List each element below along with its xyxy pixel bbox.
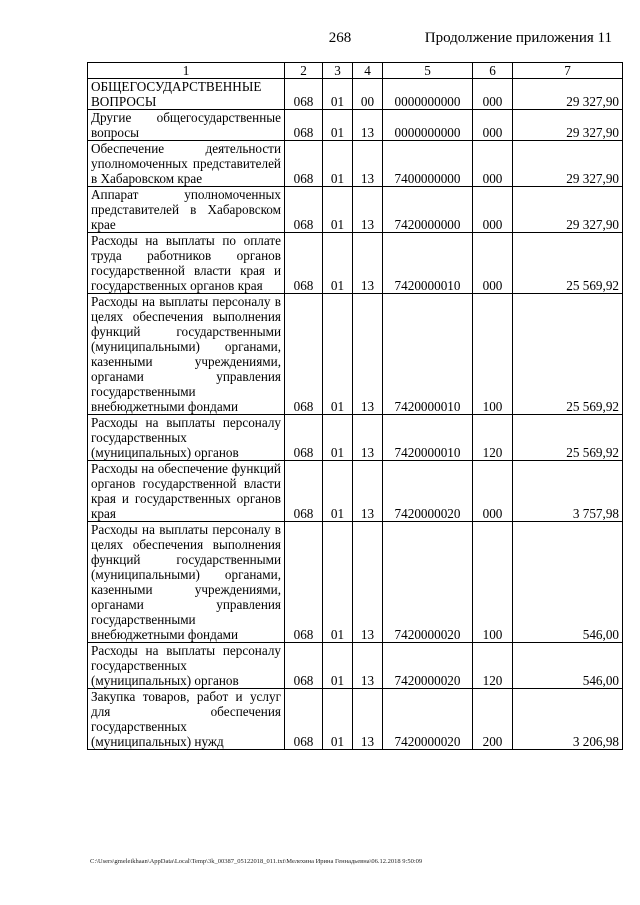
target-article-cell: 7400000000 <box>383 141 473 187</box>
subsection-code-cell: 13 <box>353 643 383 689</box>
expense-type-cell: 000 <box>473 233 513 294</box>
expense-name-cell: Закупка товаров, работ и услуг для обеспечения государственных (муниципальных) нужд <box>88 689 285 750</box>
column-number-2: 2 <box>285 63 323 79</box>
ministry-code-cell: 068 <box>285 233 323 294</box>
column-number-1: 1 <box>88 63 285 79</box>
column-number-row <box>88 63 623 79</box>
target-article-cell: 7420000010 <box>383 294 473 415</box>
section-code-cell: 01 <box>323 79 353 110</box>
table-row <box>88 461 623 522</box>
target-article-cell: 7420000010 <box>383 415 473 461</box>
amount-cell: 546,00 <box>513 643 623 689</box>
column-number-7: 7 <box>513 63 623 79</box>
continuation-label: Продолжение приложения 11 <box>424 30 612 46</box>
target-article-cell: 7420000020 <box>383 643 473 689</box>
section-code-cell: 01 <box>323 415 353 461</box>
expense-type-cell: 000 <box>473 110 513 141</box>
subsection-code-cell: 13 <box>353 141 383 187</box>
subsection-code-cell: 13 <box>353 522 383 643</box>
amount-cell: 546,00 <box>513 522 623 643</box>
expense-name-cell: Расходы на выплаты персоналу государственных (муниципальных) органов <box>88 415 285 461</box>
expense-type-cell: 000 <box>473 187 513 233</box>
table-row <box>88 415 623 461</box>
table-row <box>88 141 623 187</box>
expense-name-cell: Расходы на выплаты персоналу в целях обеспечения выполнения функций государственными (муниципальными) органами, казенными учреждениями, органами управления государственными внебюджетными фондами <box>88 294 285 415</box>
expense-type-cell: 200 <box>473 689 513 750</box>
ministry-code-cell: 068 <box>285 643 323 689</box>
section-code-cell: 01 <box>323 110 353 141</box>
subsection-code-cell: 13 <box>353 110 383 141</box>
amount-cell: 3 757,98 <box>513 461 623 522</box>
subsection-code-cell: 13 <box>353 415 383 461</box>
amount-cell: 25 569,92 <box>513 294 623 415</box>
subsection-code-cell: 13 <box>353 689 383 750</box>
column-number-5: 5 <box>383 63 473 79</box>
amount-cell: 29 327,90 <box>513 187 623 233</box>
budget-table <box>87 62 623 750</box>
table-row <box>88 233 623 294</box>
target-article-cell: 7420000020 <box>383 522 473 643</box>
table-row <box>88 643 623 689</box>
ministry-code-cell: 068 <box>285 141 323 187</box>
amount-cell: 29 327,90 <box>513 141 623 187</box>
ministry-code-cell: 068 <box>285 689 323 750</box>
ministry-code-cell: 068 <box>285 461 323 522</box>
section-code-cell: 01 <box>323 461 353 522</box>
amount-cell: 25 569,92 <box>513 415 623 461</box>
section-code-cell: 01 <box>323 187 353 233</box>
table-row <box>88 110 623 141</box>
subsection-code-cell: 13 <box>353 187 383 233</box>
expense-type-cell: 000 <box>473 79 513 110</box>
target-article-cell: 0000000000 <box>383 79 473 110</box>
page-number: 268 <box>328 30 352 46</box>
subsection-code-cell: 13 <box>353 461 383 522</box>
subsection-code-cell: 13 <box>353 294 383 415</box>
column-number-4: 4 <box>353 63 383 79</box>
section-code-cell: 01 <box>323 294 353 415</box>
table-row <box>88 187 623 233</box>
expense-type-cell: 000 <box>473 141 513 187</box>
amount-cell: 25 569,92 <box>513 233 623 294</box>
expense-name-cell: Расходы на выплаты по оплате труда работников органов государственной власти края и государственных органов края <box>88 233 285 294</box>
expense-name-cell: Аппарат уполномоченных представителей в Хабаровском крае <box>88 187 285 233</box>
amount-cell: 29 327,90 <box>513 110 623 141</box>
section-code-cell: 01 <box>323 522 353 643</box>
expense-name-cell: ОБЩЕГОСУДАРСТВЕННЫЕ ВОПРОСЫ <box>88 79 285 110</box>
subsection-code-cell: 13 <box>353 233 383 294</box>
expense-type-cell: 120 <box>473 415 513 461</box>
subsection-code-cell: 00 <box>353 79 383 110</box>
column-number-3: 3 <box>323 63 353 79</box>
expense-name-cell: Обеспечение деятельности уполномоченных представителей в Хабаровском крае <box>88 141 285 187</box>
target-article-cell: 7420000020 <box>383 461 473 522</box>
expense-name-cell: Расходы на обеспечение функций органов государственной власти края и государственных органов края <box>88 461 285 522</box>
target-article-cell: 7420000000 <box>383 187 473 233</box>
expense-name-cell: Расходы на выплаты персоналу государственных (муниципальных) органов <box>88 643 285 689</box>
expense-type-cell: 100 <box>473 522 513 643</box>
target-article-cell: 7420000010 <box>383 233 473 294</box>
table-row <box>88 79 623 110</box>
table-row <box>88 522 623 643</box>
target-article-cell: 7420000020 <box>383 689 473 750</box>
expense-type-cell: 000 <box>473 461 513 522</box>
column-number-6: 6 <box>473 63 513 79</box>
ministry-code-cell: 068 <box>285 522 323 643</box>
expense-name-cell: Расходы на выплаты персоналу в целях обеспечения выполнения функций государственными (муниципальными) органами, казенными учреждениями, органами управления государственными внебюджетными фондами <box>88 522 285 643</box>
amount-cell: 3 206,98 <box>513 689 623 750</box>
expense-name-cell: Другие общегосударственные вопросы <box>88 110 285 141</box>
table-row <box>88 689 623 750</box>
amount-cell: 29 327,90 <box>513 79 623 110</box>
section-code-cell: 01 <box>323 233 353 294</box>
section-code-cell: 01 <box>323 643 353 689</box>
ministry-code-cell: 068 <box>285 415 323 461</box>
footer-file-path: C:\Users\gmeleikhaan\AppData\Local\Temp\3k_00387_05122018_011.txt\Мелехина Ирина Геннадьевна\06.12.2018 9:50:09 <box>90 858 423 865</box>
ministry-code-cell: 068 <box>285 79 323 110</box>
section-code-cell: 01 <box>323 689 353 750</box>
ministry-code-cell: 068 <box>285 110 323 141</box>
target-article-cell: 0000000000 <box>383 110 473 141</box>
expense-type-cell: 100 <box>473 294 513 415</box>
table-row <box>88 294 623 415</box>
expense-type-cell: 120 <box>473 643 513 689</box>
section-code-cell: 01 <box>323 141 353 187</box>
ministry-code-cell: 068 <box>285 294 323 415</box>
ministry-code-cell: 068 <box>285 187 323 233</box>
